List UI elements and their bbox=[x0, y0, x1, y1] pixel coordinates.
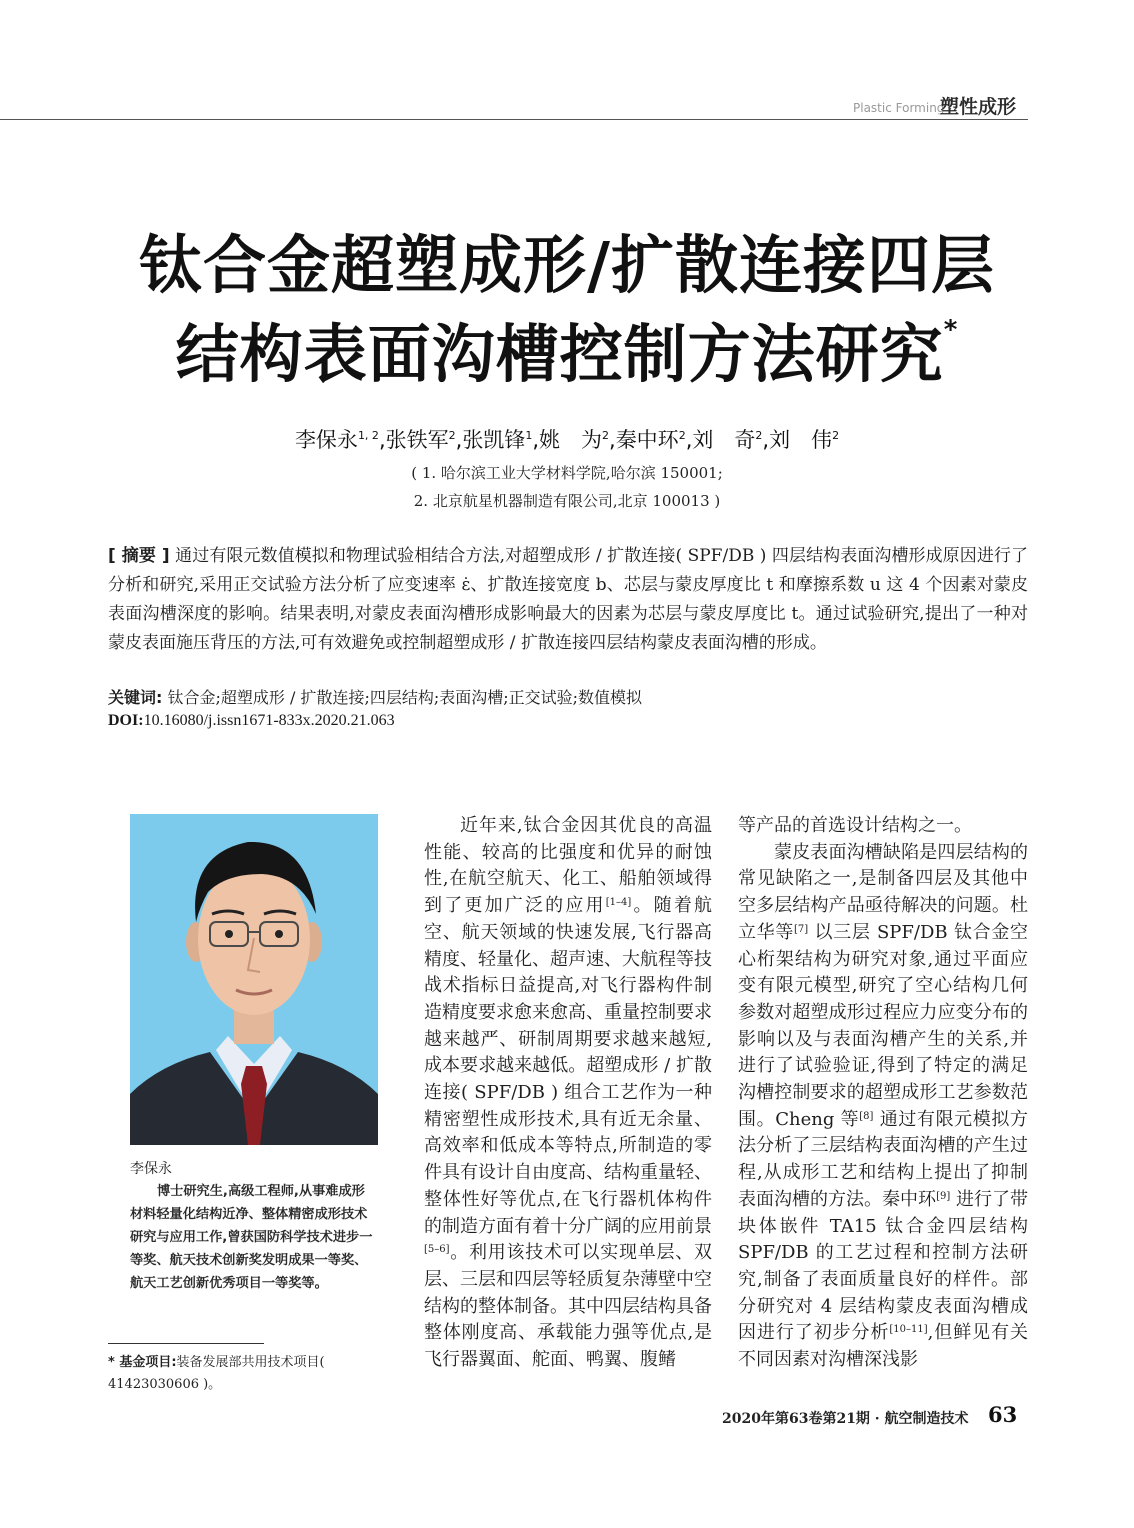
author-photo bbox=[130, 814, 378, 1145]
funding-mark: * bbox=[943, 315, 959, 345]
author-separator: , bbox=[685, 428, 693, 452]
body-paragraph-2 bbox=[738, 840, 1028, 1374]
author-portrait-illustration bbox=[130, 814, 378, 1145]
author-affiliation-number: 1, 2 bbox=[357, 429, 379, 442]
citation-ref: [7] bbox=[794, 923, 809, 935]
header-rule bbox=[0, 119, 1028, 120]
keywords bbox=[108, 685, 1028, 708]
footnote-label: * 基金项目: bbox=[108, 1355, 177, 1370]
author-separator: , bbox=[762, 428, 770, 452]
citation-ref: [5–6] bbox=[424, 1244, 450, 1256]
author-name: 刘 伟 bbox=[769, 428, 833, 452]
author-affiliation-number: 2 bbox=[448, 429, 456, 442]
bio-text: 博士研究生,高级工程师,从事难成形材料轻量化结构近净、整体精密成形技术研究与应用工作,曾获国防科学技术进步一等奖、航天技术创新奖发明成果一等奖、航天工艺创新优秀项目一等奖等。 bbox=[130, 1184, 373, 1291]
author-name: 李保永 bbox=[294, 428, 358, 452]
body-column-2 bbox=[738, 813, 1028, 1374]
abstract-text: 通过有限元数值模拟和物理试验相结合方法,对超塑成形 / 扩散连接( SPF/DB ) 四层结构表面沟槽形成原因进行了分析和研究,采用正交试验方法分析了应变速率 ε̇、扩散连接宽度 b、芯层与蒙皮厚度比 t 和摩擦系数 u 这 4 个因素对蒙皮表面沟槽深度的影响。结果表明,对蒙皮表面沟槽形成影响最大的因素为芯层与蒙皮厚度比 t。通过试验研究,提出了一种对蒙皮表面施压背压的方法,可有效避免或控制超塑成形 / 扩散连接四层结构蒙皮表面沟槽的形成。 bbox=[108, 546, 1028, 653]
author-name: 张凯锋 bbox=[462, 428, 526, 452]
doi-value: 10.16080/j.issn1671-833x.2020.21.063 bbox=[143, 712, 395, 729]
body-text: 。利用该技术可以实现单层、双层、三层和四层等轻质复杂薄壁中空结构的整体制备。其中四层结构具备整体刚度高、承载能力强等优点,是飞行器翼面、舵面、鸭翼、腹鳍 bbox=[424, 1242, 712, 1371]
doi-label: DOI: bbox=[108, 712, 144, 729]
author-name: 张铁军 bbox=[385, 428, 449, 452]
author-separator: , bbox=[378, 428, 386, 452]
footnote-text: 装备发展部共用技术项目( 41423030606 )。 bbox=[108, 1355, 325, 1392]
abstract-label: [ 摘要 ] bbox=[108, 546, 170, 566]
keywords-text: 钛合金;超塑成形 / 扩散连接;四层结构;表面沟槽;正交试验;数值模拟 bbox=[167, 688, 643, 707]
article-title-line-1: 钛合金超塑成形/扩散连接四层 bbox=[138, 229, 995, 302]
affiliation-line-1: ( 1. 哈尔滨工业大学材料学院,哈尔滨 150001; bbox=[411, 464, 723, 482]
journal-footer: 2020年第63卷第21期 · 航空制造技术 bbox=[722, 1411, 969, 1427]
page-number: 63 bbox=[988, 1402, 1018, 1427]
citation-ref: [8] bbox=[859, 1110, 874, 1122]
body-text: ,但鲜见有关不同因素对沟槽深浅影 bbox=[738, 1322, 1028, 1371]
body-column-1 bbox=[424, 813, 712, 1374]
body-paragraph-1-continued: 等产品的首选设计结构之一。 bbox=[738, 815, 972, 836]
affiliation-line-2: 2. 北京航星机器制造有限公司,北京 100013 ) bbox=[413, 492, 721, 510]
keywords-label: 关键词: bbox=[108, 688, 163, 707]
section-name-cn: 塑性成形 bbox=[940, 96, 1017, 118]
bio-name: 李保永 bbox=[130, 1161, 172, 1177]
body-text: 蒙皮表面沟槽缺陷是四层结构的常见缺陷之一,是制备四层及其他中空多层结构产品亟待解决的问题。杜立华等 bbox=[738, 841, 1028, 943]
citation-ref: [1–4] bbox=[605, 897, 632, 909]
section-name-en: Plastic Forming bbox=[853, 101, 945, 115]
author-name: 姚 为 bbox=[539, 428, 602, 452]
article-title-line-2: 结构表面沟槽控制方法研究* bbox=[175, 315, 959, 391]
doi bbox=[108, 712, 395, 730]
body-text: 以三层 SPF/DB 钛合金空心桁架结构为研究对象,通过平面应变有限元模型,研究了空心结构几何参数对超塑成形过程应力应变分布的影响以及与表面沟槽产生的关系,并进行了试验验证,得到了特定的满足沟槽控制要求的超塑成形工艺参数范围。Cheng 等 bbox=[738, 921, 1028, 1130]
body-text: 。随着航空、航天领域的快速发展,飞行器高精度、轻量化、超声速、大航程等技战术指标日益提高,对飞行器构件制造精度要求愈来愈高、重量控制要求越来越严、研制周期要求越来越短,成本要求越来越低。超塑成形 / 扩散连接( SPF/DB ) 组合工艺作为一种精密塑性成形技术,具有近无余量、高效率和低成本等特点,所制造的零件具有设计自由度高、结构重量轻、整体性好等优点,在飞行器机体构件的制造方面有着十分广阔的应用前景 bbox=[424, 895, 713, 1237]
author-affiliation-number: 2 bbox=[678, 429, 686, 442]
author-separator: , bbox=[532, 428, 539, 452]
author-affiliation-number: 1 bbox=[525, 429, 533, 442]
abstract bbox=[108, 542, 1028, 658]
author-name: 刘 奇 bbox=[692, 428, 756, 452]
author-affiliation-number: 2 bbox=[755, 429, 763, 442]
body-text: 通过有限元模拟方法分析了三层结构表面沟槽的产生过程,从成形工艺和结构上提出了抑制表面沟槽的方法。秦中环 bbox=[738, 1108, 1028, 1210]
footnote-rule bbox=[108, 1343, 264, 1344]
author-separator: , bbox=[609, 428, 616, 452]
author-affiliation-number: 2 bbox=[832, 429, 840, 442]
author-separator: , bbox=[455, 428, 463, 452]
author-name: 秦中环 bbox=[615, 428, 679, 452]
author-affiliation-number: 2 bbox=[602, 429, 609, 442]
citation-ref: [9] bbox=[936, 1190, 951, 1202]
author-list bbox=[0, 424, 1134, 454]
body-text: 近年来,钛合金因其优良的高温性能、较高的比强度和优异的耐蚀性,在航空航天、化工、船舶领域得到了更加广泛的应用 bbox=[424, 815, 712, 917]
body-text: 进行了带块体嵌件 TA15 钛合金四层结构 SPF/DB 的工艺过程和控制方法研究,制备了表面质量良好的样件。部分研究对 4 层结构蒙皮表面沟槽成因进行了初步分析 bbox=[738, 1188, 1028, 1344]
footnote bbox=[108, 1352, 378, 1396]
citation-ref: [10–11] bbox=[889, 1324, 928, 1336]
body-paragraph-1 bbox=[424, 813, 712, 1374]
